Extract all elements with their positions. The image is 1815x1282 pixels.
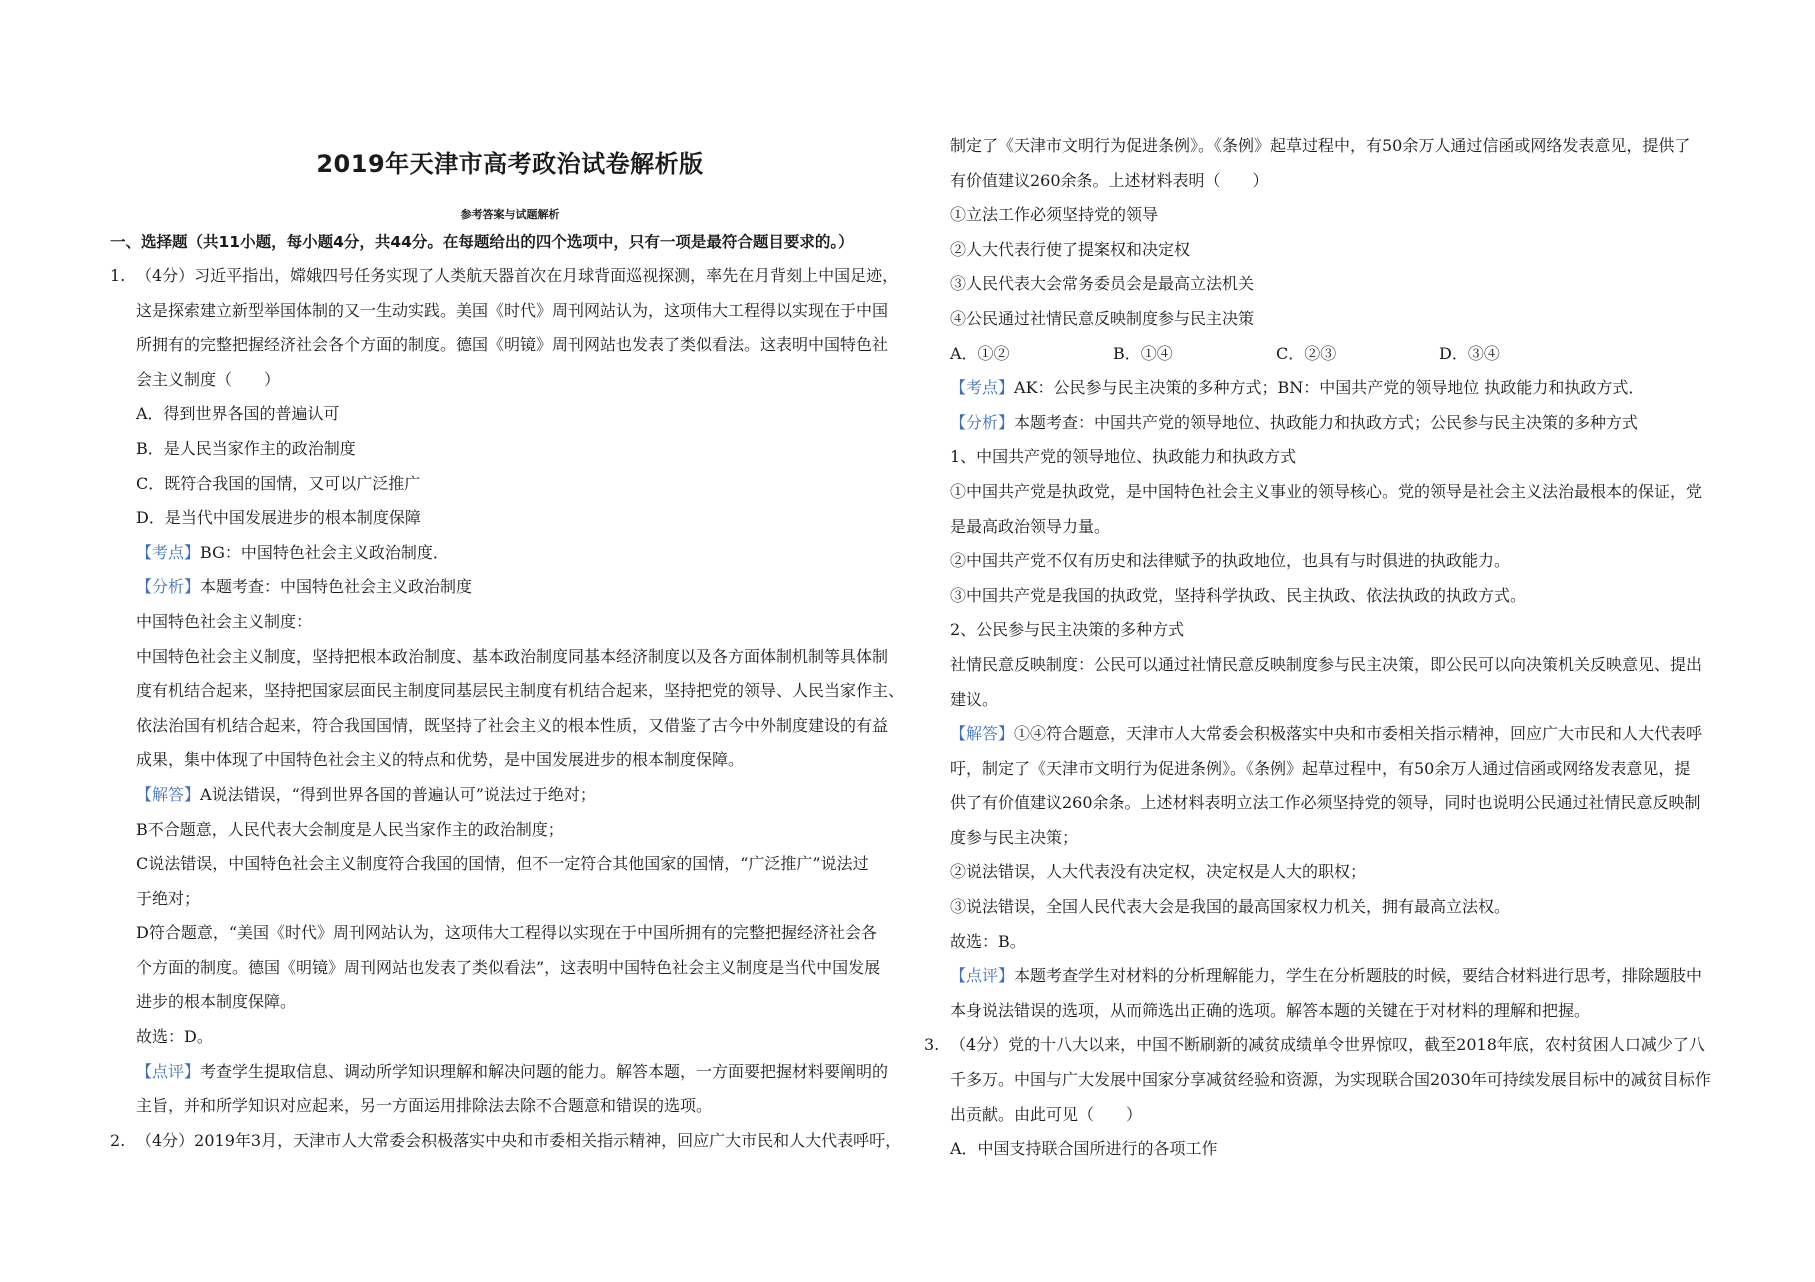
jieda-tag: 【解答】 <box>950 724 1015 744</box>
question-2-dianping: 【点评】本题考查学生对材料的分析理解能力，学生在分析题肢的时候，要结合材料进行思考，排除题肢中 <box>950 966 1703 986</box>
right-column <box>924 0 1720 1167</box>
question-1-option-b: B．是人民当家作主的政治制度 <box>136 438 356 458</box>
question-2-jieda: 【解答】①④符合题意，天津市人大常委会积极落实中央和市委相关指示精神，回应广大市民和人大代表呼 <box>950 724 1703 744</box>
question-2-statement-1: ①立法工作必须坚持党的领导 <box>950 205 1159 225</box>
analysis-line: 度有机结合起来，坚持把国家层面民主制度同基层民主制度有机结合起来，坚持把党的领导、人民当家作主、 <box>136 681 905 701</box>
question-2-options <box>950 337 1720 372</box>
question-1-fenxi: 【分析】本题考查：中国特色社会主义政治制度 <box>136 577 473 597</box>
answer-line: 度参与民主决策； <box>950 827 1079 847</box>
fenxi-tag: 【分析】 <box>950 412 1015 432</box>
question-2-option-a: A．①② <box>950 343 1010 363</box>
analysis-line: 2、公民参与民主决策的多种方式 <box>950 620 1185 640</box>
question-1-option-c: C．既符合我国的国情，又可以广泛推广 <box>136 473 421 493</box>
answer-line: ②说法错误，人大代表没有决定权，决定权是人大的职权； <box>950 862 1367 882</box>
fenxi-tag: 【分析】 <box>136 577 201 597</box>
question-1-stem-line: 会主义制度（ ） <box>136 369 281 389</box>
answer-line: 于绝对； <box>136 888 201 908</box>
question-2-option-d: D．③④ <box>1439 343 1500 363</box>
kaodian-tag: 【考点】 <box>950 378 1015 398</box>
answer-line: ③说法错误，全国人民代表大会是我国的最高国家权力机关，拥有最高立法权。 <box>950 897 1511 917</box>
question-1-option-d: D．是当代中国发展进步的根本制度保障 <box>136 508 421 528</box>
answer-line: 供了有价值建议260余条。上述材料表明立法工作必须坚持党的领导，同时也说明公民通过社情民意反映制 <box>950 793 1701 813</box>
question-1-stem-line: 所拥有的完整把握经济社会各个方面的制度。德国《明镜》周刊网站也发表了类似看法。这表明中国特色社 <box>136 335 889 355</box>
answer-line: B不合题意，人民代表大会制度是人民当家作主的政治制度； <box>136 819 564 839</box>
question-2-option-b: B．①④ <box>1113 343 1173 363</box>
left-column <box>110 0 910 1158</box>
jieda-tag: 【解答】 <box>136 784 201 804</box>
question-1 <box>110 259 910 1124</box>
question-3-option-a: A．中国支持联合国所进行的各项工作 <box>950 1139 1218 1159</box>
question-2-stem-line: 2. （4分）2019年3月，天津市人大常委会积极落实中央和市委相关指示精神，回应广大市民和人大代表呼吁， <box>110 1124 910 1159</box>
question-2-number: 2. <box>110 1130 126 1150</box>
analysis-line: 建议。 <box>950 689 999 709</box>
question-2-statement-3: ③人民代表大会常务委员会是最高立法机关 <box>950 274 1255 294</box>
answer-line: 进步的根本制度保障。 <box>136 992 297 1012</box>
analysis-line: 1、中国共产党的领导地位、执政能力和执政方式 <box>950 447 1297 467</box>
answer-line: 吁，制定了《天津市文明行为促进条例》。《条例》起草过程中，有50余万人通过信函或网络发表意见，提 <box>950 758 1691 778</box>
question-3-number: 3. <box>924 1035 940 1055</box>
question-2-continued <box>950 129 1720 1028</box>
question-3-stem-line: 千多万。中国与广大发展中国家分享减贫经验和资源，为实现联合国2030年可持续发展目标中的减贫目标作 <box>950 1070 1711 1090</box>
question-3-stem-line: 出贡献。由此可见（ ） <box>950 1104 1143 1124</box>
dianping-line: 本身说法错误的选项，从而筛选出正确的选项。解答本题的关键在于对材料的理解和把握。 <box>950 1000 1591 1020</box>
question-2-start <box>110 1124 910 1159</box>
question-1-jieda: 【解答】A说法错误，“得到世界各国的普遍认可”说法过于绝对； <box>136 784 596 804</box>
question-1-dianping: 【点评】考查学生提取信息、调动所学知识理解和解决问题的能力。解答本题，一方面要把握材料要阐明的 <box>136 1061 889 1081</box>
analysis-line: 依法治国有机结合起来，符合我国国情，既坚持了社会主义的根本性质，又借鉴了古今中外制度建设的有益 <box>136 715 889 735</box>
dianping-line: 主旨，并和所学知识对应起来，另一方面运用排除法去除不合题意和错误的选项。 <box>136 1096 713 1116</box>
question-1-stem-line: 这是探索建立新型举国体制的又一生动实践。美国《时代》周刊网站认为，这项伟大工程得以实现在于中国 <box>136 300 889 320</box>
answer-line: 个方面的制度。德国《明镜》周刊网站也发表了类似看法”，这表明中国特色社会主义制度是当代中国发展 <box>136 957 881 977</box>
question-1-kaodian: 【考点】BG：中国特色社会主义政治制度． <box>136 542 449 562</box>
answer-choice: 故选：D。 <box>136 1027 213 1047</box>
page-title: 2019年天津市高考政治试卷解析版 <box>316 150 704 178</box>
answer-line: D符合题意，“美国《时代》周刊网站认为，这项伟大工程得以实现在于中国所拥有的完整把握经济社会各 <box>136 923 878 943</box>
question-2-statement-2: ②人大代表行使了提案权和决定权 <box>950 239 1191 259</box>
question-2-stem-line: 制定了《天津市文明行为促进条例》。《条例》起草过程中，有50余万人通过信函或网络发表意见，提供了 <box>950 136 1691 155</box>
analysis-line: 是最高政治领导力量。 <box>950 516 1111 536</box>
analysis-line: 成果，集中体现了中国特色社会主义的特点和优势，是中国发展进步的根本制度保障。 <box>136 750 745 770</box>
analysis-line: 中国特色社会主义制度，坚持把根本政治制度、基本政治制度同基本经济制度以及各方面体制机制等具体制 <box>136 646 889 666</box>
question-2-stem-line: 有价值建议260余条。上述材料表明（ ） <box>950 170 1269 190</box>
analysis-line: ③中国共产党是我国的执政党，坚持科学执政、民主执政、依法执政的执政方式。 <box>950 585 1527 605</box>
question-1-option-a: A．得到世界各国的普遍认可 <box>136 404 340 424</box>
analysis-line: 社情民意反映制度：公民可以通过社情民意反映制度参与民主决策，即公民可以向决策机关反映意见、提出 <box>950 654 1703 674</box>
page-subtitle: 参考答案与试题解析 <box>460 208 560 221</box>
answer-line: C说法错误，中国特色社会主义制度符合我国的国情，但不一定符合其他国家的国情，“广泛推广”说法过 <box>136 854 869 874</box>
dianping-tag: 【点评】 <box>950 966 1015 986</box>
question-1-stem-line: 1. （4分）习近平指出，嫦娥四号任务实现了人类航天器首次在月球背面巡视探测，率先在月背刻上中国足迹， <box>110 259 910 294</box>
analysis-line: ②中国共产党不仅有历史和法律赋予的执政地位，也具有与时俱进的执政能力。 <box>950 551 1511 571</box>
answer-choice: 故选：B。 <box>950 931 1026 951</box>
question-2-kaodian: 【考点】AK：公民参与民主决策的多种方式；BN：中国共产党的领导地位 执政能力和执政方式． <box>950 378 1645 398</box>
analysis-line: ①中国共产党是执政党，是中国特色社会主义事业的领导核心。党的领导是社会主义法治最根本的保证，党 <box>950 481 1703 501</box>
question-2-statement-4: ④公民通过社情民意反映制度参与民主决策 <box>950 308 1255 328</box>
question-3-stem-line: 3. （4分）党的十八大以来，中国不断刷新的减贫成绩单令世界惊叹，截至2018年底，农村贫困人口减少了八 <box>924 1028 1720 1063</box>
kaodian-tag: 【考点】 <box>136 542 201 562</box>
question-3 <box>924 1028 1720 1166</box>
dianping-tag: 【点评】 <box>136 1061 201 1081</box>
analysis-line: 中国特色社会主义制度： <box>136 611 313 631</box>
section-heading: 一、选择题（共11小题，每小题4分，共44分。在每题给出的四个选项中，只有一项是最符合题目要求的。） <box>110 233 854 251</box>
question-2-option-c: C．②③ <box>1276 343 1337 363</box>
question-1-number: 1. <box>110 266 126 285</box>
question-2-fenxi: 【分析】本题考查：中国共产党的领导地位、执政能力和执政方式；公民参与民主决策的多种方式 <box>950 412 1639 432</box>
